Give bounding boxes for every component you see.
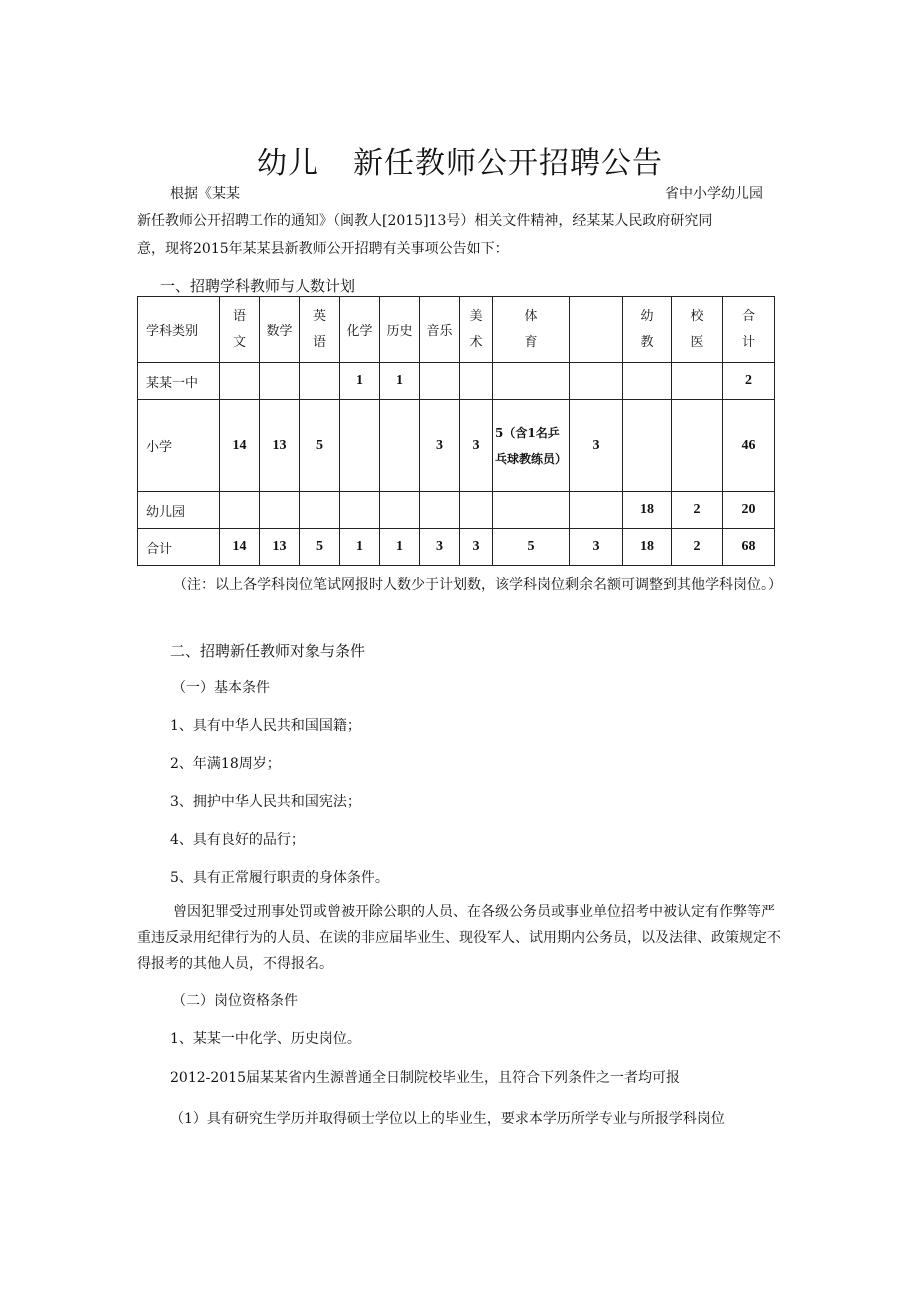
table-cell: 14: [220, 529, 260, 566]
table-cell: 68: [723, 529, 775, 566]
condition-item: 1、具有中华人民共和国国籍；: [170, 718, 361, 734]
table-cell: [570, 363, 623, 400]
table-row: [138, 492, 775, 529]
intro-line-3: 意，现将2015年某某县新教师公开招聘有关事项公告如下：: [137, 241, 509, 257]
table-cell: [260, 492, 300, 529]
table-cell: 46: [723, 400, 775, 492]
table-cell: 3: [420, 400, 460, 492]
table-cell: [300, 492, 340, 529]
graduates-line: 2012-2015届某某省内生源普通全日制院校毕业生，且符合下列条件之一者均可报: [170, 1070, 680, 1086]
table-cell: 1: [380, 363, 420, 400]
basic-conditions-heading: （一）基本条件: [172, 680, 270, 696]
table-cell-pe-detail: 5（含1名乒乓球教练员）: [493, 400, 570, 492]
section-1-heading: 一、招聘学科教师与人数计划: [160, 277, 356, 295]
table-row-total: [138, 529, 775, 566]
condition-item: 2、年满18周岁；: [170, 756, 281, 772]
table-cell: 5: [300, 400, 340, 492]
table-cell: 14: [220, 400, 260, 492]
table-cell: 13: [260, 529, 300, 566]
table-cell: 1: [340, 363, 380, 400]
table-cell: [380, 492, 420, 529]
table-cell: 3: [570, 400, 623, 492]
header-english: 英 语: [300, 297, 340, 363]
table-header-row: [138, 297, 775, 363]
condition-1-line: （1）具有研究生学历并取得硕士学位以上的毕业生，要求本学历所学专业与所报学科岗位: [170, 1111, 725, 1127]
header-total: 合 计: [723, 297, 775, 363]
table-cell: [420, 363, 460, 400]
table-row: [138, 363, 775, 400]
table-cell: 2: [672, 529, 723, 566]
title-part-2: 新任教师公开招聘公告: [353, 146, 663, 181]
header-chemistry: 化学: [340, 297, 380, 363]
table-cell: 2: [672, 492, 723, 529]
exclusion-paragraph: 曾因犯罪受过刑事处罚或曾被开除公职的人员、在各级公务员或事业单位招考中被认定有作弊等严重违反录用纪律行为的人员、在读的非应届毕业生、现役军人、试用期内公务员，以及法律、政策规定不得报考的其他人员，不得报名。: [137, 904, 781, 972]
row-label: 幼儿园: [138, 492, 220, 529]
table-cell: [493, 363, 570, 400]
table-cell: 13: [260, 400, 300, 492]
header-category: 学科类别: [138, 297, 220, 363]
table-cell: [493, 492, 570, 529]
table-cell: [672, 363, 723, 400]
table-cell: [460, 363, 493, 400]
header-pe: 体 育: [493, 297, 570, 363]
table-cell: [672, 400, 723, 492]
row-label: 小学: [138, 400, 220, 492]
post-item-1: 1、某某一中化学、历史岗位。: [170, 1031, 361, 1047]
table-cell: [340, 400, 380, 492]
row-label: 合计: [138, 529, 220, 566]
header-blank: [570, 297, 623, 363]
header-school-doctor: 校 医: [672, 297, 723, 363]
condition-item: 4、具有良好的品行；: [170, 832, 305, 848]
table-cell: 20: [723, 492, 775, 529]
table-cell: 5: [300, 529, 340, 566]
table-cell: 3: [460, 400, 493, 492]
row-label: 某某一中: [138, 363, 220, 400]
intro-line-1-right: 省中小学幼儿园: [665, 186, 763, 202]
condition-item: 5、具有正常履行职责的身体条件。: [170, 870, 389, 886]
table-cell: 5: [493, 529, 570, 566]
section-2-heading: 二、招聘新任教师对象与条件: [170, 642, 366, 660]
table-cell: 1: [380, 529, 420, 566]
table-cell: [220, 492, 260, 529]
header-chinese: 语 文: [220, 297, 260, 363]
header-math: 数学: [260, 297, 300, 363]
table-cell: [220, 363, 260, 400]
page-title: [0, 138, 920, 182]
table-cell: [380, 400, 420, 492]
table-cell: [623, 400, 672, 492]
table-cell: 3: [460, 529, 493, 566]
condition-item: 3、拥护中华人民共和国宪法；: [170, 794, 361, 810]
post-qualification-heading: （二）岗位资格条件: [172, 993, 298, 1009]
recruitment-plan-table: [137, 296, 775, 566]
table-cell: [570, 492, 623, 529]
header-music: 音乐: [420, 297, 460, 363]
table-cell: 18: [623, 492, 672, 529]
table-cell: 18: [623, 529, 672, 566]
table-cell: [460, 492, 493, 529]
header-art: 美 术: [460, 297, 493, 363]
table-cell: 2: [723, 363, 775, 400]
header-preschool: 幼 教: [623, 297, 672, 363]
table-cell: 3: [420, 529, 460, 566]
header-history: 历史: [380, 297, 420, 363]
table-cell: [260, 363, 300, 400]
title-part-1: 幼儿: [257, 146, 319, 181]
table-cell: [300, 363, 340, 400]
table-cell: 1: [340, 529, 380, 566]
table-cell: [623, 363, 672, 400]
table-cell: [420, 492, 460, 529]
intro-line-1-left: 根据《某某: [170, 186, 240, 202]
table-cell: 3: [570, 529, 623, 566]
table-cell: [340, 492, 380, 529]
table-row: [138, 400, 775, 492]
table-note: （注：以上各学科岗位笔试网报时人数少于计划数，该学科岗位剩余名额可调整到其他学科岗位。）: [173, 577, 782, 593]
intro-line-2: 新任教师公开招聘工作的通知》（闽教人[2015]13号）相关文件精神，经某某人民政府研究同: [137, 213, 713, 229]
